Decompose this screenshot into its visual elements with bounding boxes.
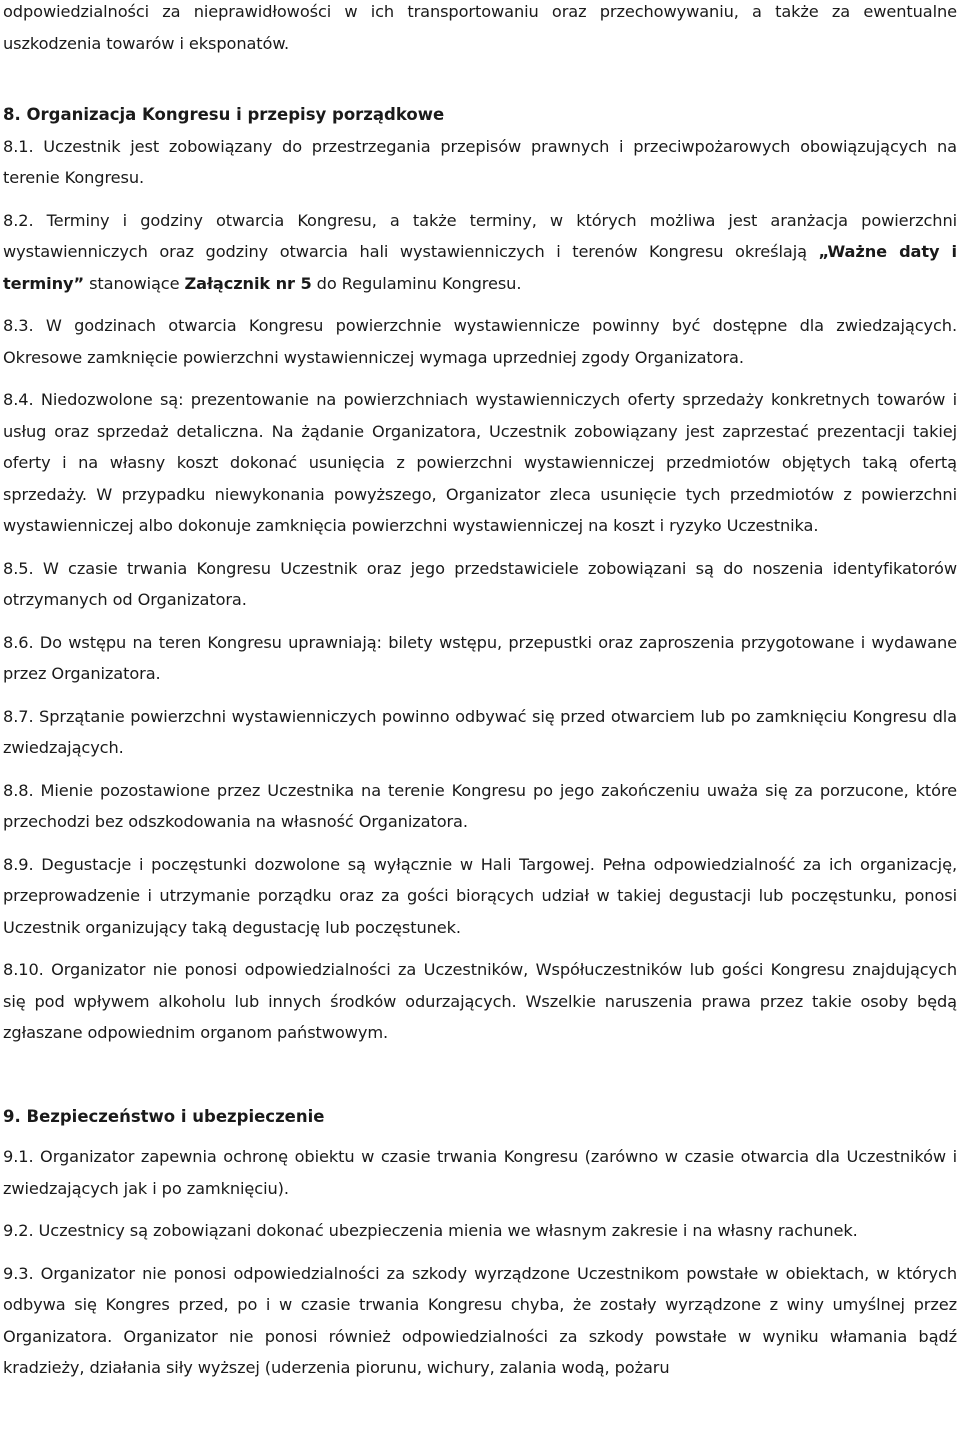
- clause-8-8: 8.8. Mienie pozostawione przez Uczestnika na terenie Kongresu po jego zakończeniu uważa się za porzucone, które przechodzi bez odszkodowania na własność Organizatora.: [3, 780, 957, 831]
- clause-8-5: 8.5. W czasie trwania Kongresu Uczestnik oraz jego przedstawiciele zobowiązani są do noszenia identyfikatorów otrzymanych od Organizatora.: [3, 558, 957, 609]
- clause-8-2-text-end: do Regulaminu Kongresu.: [311, 273, 522, 293]
- clause-8-2-text: 8.2. Terminy i godziny otwarcia Kongresu, a także terminy, w których możliwa jest aranżacja powierzchni wystawienniczych oraz godziny otwarcia hali wystawienniczych i terenów Kongresu określają: [3, 210, 957, 261]
- clause-8-2: [3, 205, 957, 300]
- clause-8-7: 8.7. Sprzątanie powierzchni wystawienniczych powinno odbywać się przed otwarciem lub po zamknięciu Kongresu dla zwiedzających.: [3, 706, 957, 757]
- clause-8-10: 8.10. Organizator nie ponosi odpowiedzialności za Uczestników, Współuczestników lub gości Kongresu znajdujących się pod wpływem alkoholu lub innych środków odurzających. Wszelkie naruszenia prawa przez takie osoby będą zgłaszane odpowiednim organom państwowym.: [3, 960, 957, 1042]
- clause-9-2: 9.2. Uczestnicy są zobowiązani dokonać ubezpieczenia mienia we własnym zakresie i na własny rachunek.: [3, 1221, 858, 1240]
- clause-8-9: 8.9. Degustacje i poczęstunki dozwolone są wyłącznie w Hali Targowej. Pełna odpowiedzialność za ich organizację, przeprowadzenie i utrzymanie porządku oraz za gości biorących udział w takiej degustacji lub poczęstunku, ponosi Uczestnik organizujący taką degustację lub poczęstunek.: [3, 854, 957, 937]
- section-8-heading: 8. Organizacja Kongresu i przepisy porządkowe: [3, 105, 445, 124]
- clause-8-2-bold-attachment: Załącznik nr 5: [184, 273, 312, 293]
- clause-8-2-text-mid: stanowiące: [84, 273, 185, 293]
- clause-9-3: 9.3. Organizator nie ponosi odpowiedzialności za szkody wyrządzone Uczestnikom powstałe w obiektach, w których odbywa się Kongres przed, po i w czasie trwania Kongresu chyba, że zostały wyrządzone z winy umyślnej przez Organizatora. Organizator nie ponosi również odpowiedzialności za szkody powstałe w wyniku włamania bądź kradzieży, działania siły wyższej (uderzenia piorunu, wichury, zalania wodą, pożaru: [3, 1263, 957, 1377]
- clause-8-4: 8.4. Niedozwolone są: prezentowanie na powierzchniach wystawienniczych oferty sprzedaży konkretnych towarów i usług oraz sprzedaż detaliczna. Na żądanie Organizatora, Uczestnik zobowiązany jest zaprzestać prezentacji takiej oferty i na własny koszt dokonać usunięcia z powierzchni wystawienniczej przedmiotów objętych taką ofertą sprzedaży. W przypadku niewykonania powyższego, Organizator zleca usunięcie tych przedmiotów z powierzchni wystawienniczej albo dokonuje zamknięcia powierzchni wystawienniczej na koszt i ryzyko Uczestnika.: [3, 390, 957, 535]
- clause-9-1: 9.1. Organizator zapewnia ochronę obiektu w czasie trwania Kongresu (zarówno w czasie otwarcia dla Uczestników i zwiedzających jak i po zamknięciu).: [3, 1147, 957, 1198]
- intro-paragraph: odpowiedzialności za nieprawidłowości w ich transportowaniu oraz przechowywaniu, a także za ewentualne uszkodzenia towarów i eksponatów.: [3, 2, 957, 53]
- document-page: [3, 0, 957, 1384]
- clause-8-6: 8.6. Do wstępu na teren Kongresu uprawniają: bilety wstępu, przepustki oraz zaproszenia przygotowane i wydawane przez Organizatora.: [3, 632, 957, 683]
- section-9-heading: 9. Bezpieczeństwo i ubezpieczenie: [3, 1106, 325, 1126]
- clause-8-2-bold-dates: „Ważne daty i terminy”: [3, 242, 957, 293]
- clause-8-1: 8.1. Uczestnik jest zobowiązany do przestrzegania przepisów prawnych i przeciwpożarowych obowiązujących na terenie Kongresu.: [3, 136, 957, 187]
- clause-8-3: 8.3. W godzinach otwarcia Kongresu powierzchnie wystawiennicze powinny być dostępne dla zwiedzających. Okresowe zamknięcie powierzchni wystawienniczej wymaga uprzedniej zgody Organizatora.: [3, 316, 957, 367]
